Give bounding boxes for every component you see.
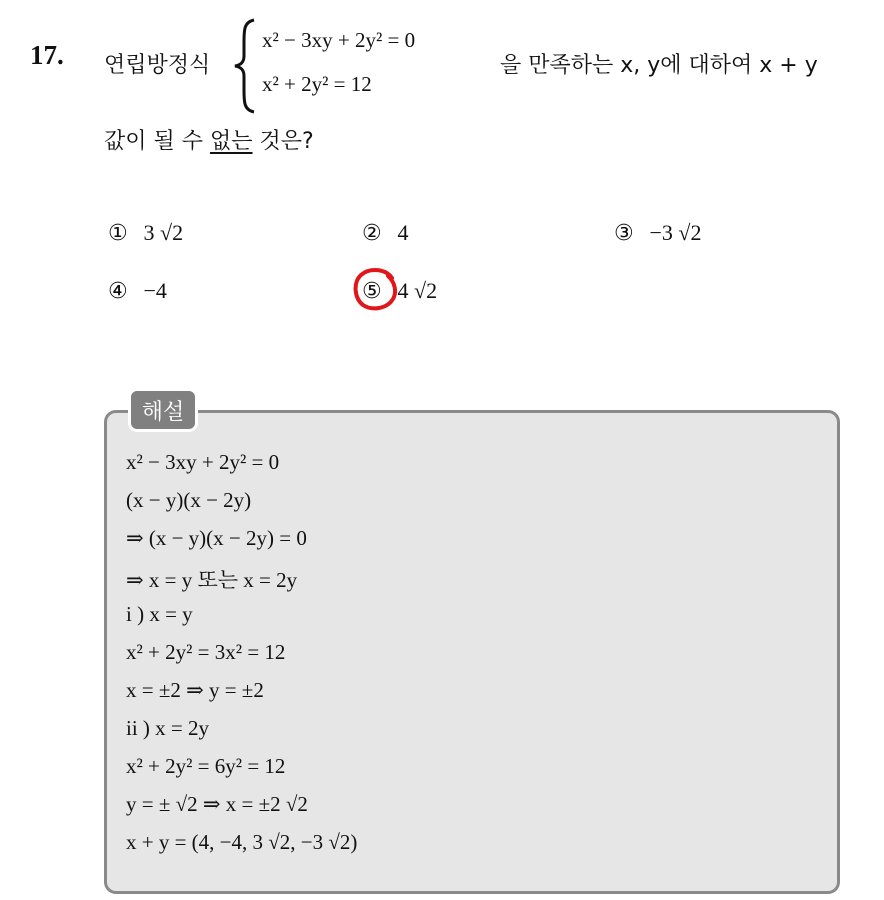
choice-4[interactable]	[108, 278, 167, 304]
choice-1[interactable]	[108, 220, 183, 246]
solution-line: (x − y)(x − 2y)	[126, 488, 252, 512]
solution-line: i ) x = y	[126, 602, 193, 626]
choice-5-marker: ⑤	[362, 279, 382, 304]
question-number: 17.	[30, 40, 64, 70]
solution-line: ⇒ x = y 또는 x = 2y	[126, 568, 298, 592]
choice-4-value: −4	[143, 278, 167, 303]
choice-1-value: 3 √2	[143, 220, 184, 245]
question-stem-part2: 을 만족하는 x, y에 대하여 x + y	[500, 53, 818, 78]
stem-line2-prefix: 값이 될 수	[104, 129, 210, 154]
solution-line: x² − 3xy + 2y² = 0	[126, 450, 280, 474]
solution-line: y = ± √2 ⇒ x = ±2 √2	[126, 792, 308, 816]
solution-line: x + y = (4, −4, 3 √2, −3 √2)	[126, 830, 358, 854]
solution-line: x² + 2y² = 3x² = 12	[126, 640, 286, 664]
solution-line: x² + 2y² = 6y² = 12	[126, 754, 286, 778]
system-equation-1: x² − 3xy + 2y² = 0	[262, 28, 416, 52]
solution-tag: 해설	[128, 388, 198, 432]
choice-4-marker: ④	[108, 279, 128, 304]
choice-2[interactable]	[362, 220, 409, 246]
answer-circle-icon	[352, 266, 398, 312]
system-equation-2: x² + 2y² = 12	[262, 72, 372, 96]
choice-2-marker: ②	[362, 221, 382, 246]
choice-3[interactable]	[614, 220, 701, 246]
stem-line2-suffix: 것은?	[252, 129, 314, 154]
solution-line: x = ±2 ⇒ y = ±2	[126, 678, 264, 702]
stem-emphasis-underlined: 없는	[210, 129, 253, 154]
choice-1-marker: ①	[108, 221, 128, 246]
solution-line: ⇒ (x − y)(x − 2y) = 0	[126, 526, 307, 550]
choice-5-value: 4 √2	[397, 278, 438, 303]
question-stem-part1: 연립방정식	[104, 53, 211, 78]
solution-line: ii ) x = 2y	[126, 716, 210, 740]
question-stem-line2	[104, 124, 314, 155]
system-brace	[232, 18, 260, 114]
choice-3-value: −3 √2	[649, 220, 702, 245]
choice-3-marker: ③	[614, 221, 634, 246]
choice-2-value: 4	[397, 220, 409, 245]
